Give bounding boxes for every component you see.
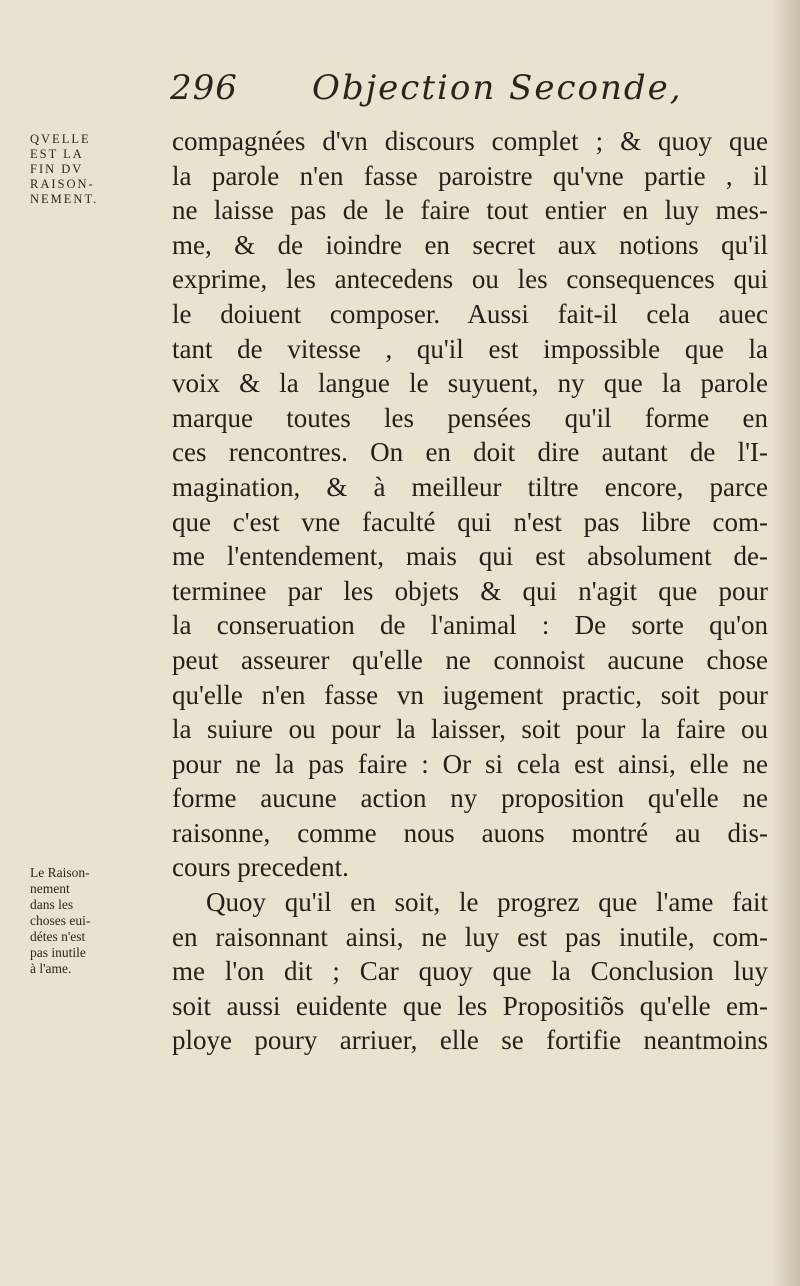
text-line: le doiuent composer. Aussi fait-il cela auec	[172, 298, 768, 329]
margin-note-line: dans les	[30, 897, 74, 912]
page-number: 296	[170, 68, 238, 108]
margin-note-top	[30, 132, 160, 207]
text-line: terminee par les objets & qui n'agit que pour	[172, 575, 768, 606]
text-line: forme aucune action ny proposition qu'elle ne	[172, 783, 768, 814]
text-line: voix & la langue le suyuent, ny que la parole	[172, 368, 768, 399]
text-line: en raisonnant ainsi, ne luy est pas inutile, com-	[172, 921, 768, 952]
margin-note-line: choses eui-	[30, 913, 91, 928]
margin-note-line: Le Raison-	[30, 865, 90, 880]
text-line: cours precedent.	[172, 852, 349, 883]
text-line: la conseruation de l'animal : De sorte qu'on	[172, 610, 768, 641]
text-line: ploye poury arriuer, elle se fortifie neantmoins	[172, 1025, 768, 1056]
text-line: pour ne la pas faire : Or si cela est ainsi, elle ne	[172, 748, 768, 779]
text-line: compagnées d'vn discours complet ; & quoy que	[172, 126, 768, 156]
text-line: Quoy qu'il en soit, le progrez que l'ame fait	[206, 887, 768, 918]
text-line: exprime, les antecedens ou les consequences qui	[172, 264, 768, 295]
text-line: me l'entendement, mais qui est absolument de-	[172, 541, 768, 572]
text-line: tant de vitesse , qu'il est impossible que la	[172, 333, 768, 364]
margin-note-line: pas inutile	[30, 945, 86, 960]
text-line: soit aussi euidente que les Propositiõs qu'elle em-	[172, 990, 768, 1021]
page-header	[170, 68, 690, 118]
body-text	[172, 124, 768, 1058]
text-line: la parole n'en fasse paroistre qu'vne partie , il	[172, 160, 768, 191]
margin-note-line: EST LA	[30, 147, 84, 161]
text-line: me, & de ioindre en secret aux notions qu'il	[172, 229, 768, 260]
text-line: raisonne, comme nous auons montré au dis-	[172, 817, 768, 848]
text-line: ces rencontres. On en doit dire autant de l'I-	[172, 437, 768, 468]
text-line: la suiure ou pour la laisser, soit pour la faire ou	[172, 714, 768, 745]
margin-note-line: détes n'est	[30, 929, 86, 944]
text-line: marque toutes les pensées qu'il forme en	[172, 402, 768, 433]
margin-note-line: QVELLE	[30, 132, 91, 146]
running-head: Objection Seconde,	[312, 68, 683, 108]
text-line: que c'est vne faculté qui n'est pas libre com-	[172, 506, 768, 537]
margin-note-line: FIN DV	[30, 162, 84, 176]
text-line: me l'on dit ; Car quoy que la Conclusion luy	[172, 956, 768, 987]
margin-note-line: NEMENT.	[30, 192, 99, 206]
margin-note-line: RAISON-	[30, 177, 95, 191]
margin-note-line: à l'ame.	[30, 961, 72, 976]
text-line: magination, & à meilleur tiltre encore, parce	[172, 471, 768, 502]
margin-note-bottom	[30, 865, 160, 977]
text-line: peut asseurer qu'elle ne connoist aucune chose	[172, 644, 768, 675]
text-line: qu'elle n'en fasse vn iugement practic, soit pour	[172, 679, 768, 710]
text-line: ne laisse pas de le faire tout entier en luy mes-	[172, 195, 768, 226]
margin-note-line: nement	[30, 881, 70, 896]
